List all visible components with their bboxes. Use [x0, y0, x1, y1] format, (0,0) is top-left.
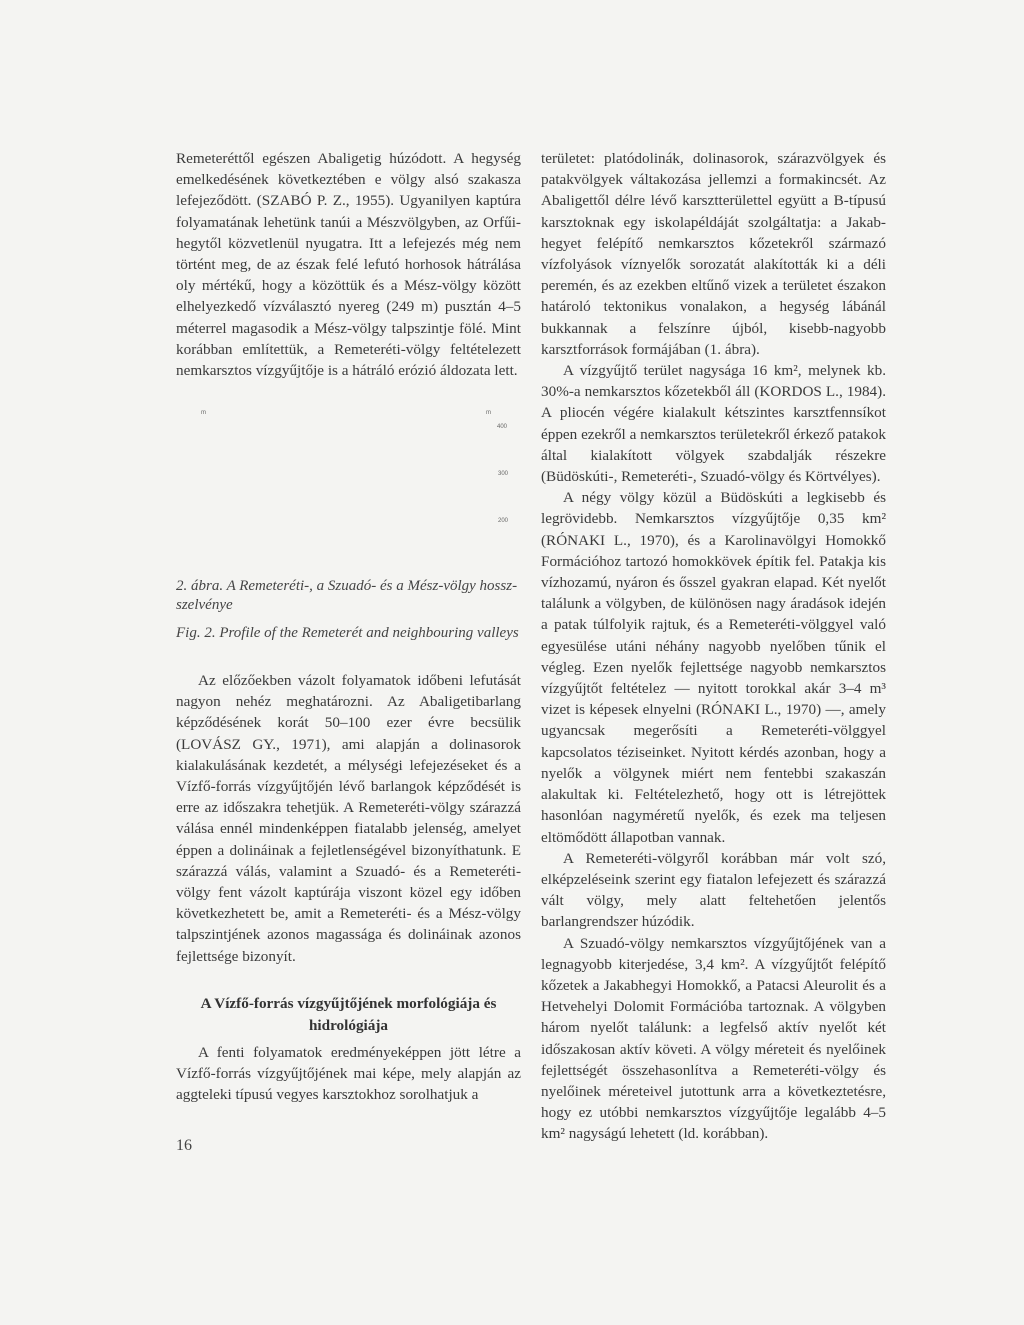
left-column-end — [176, 1042, 521, 1106]
left-column-top — [176, 148, 521, 381]
paragraph-right-2: A vízgyűjtő terület nagysága 16 km², melynek kb. 30%-a nemkarsztos kőzetekből áll (KORDOS L., 1984). A pliocén végére kialakult kétszintes karsztfennsíkot éppen ezekről a nemkarsztos területekről érkező patakok által kialakított völgyek szabdalják részekre (Büdöskúti-, Remeteréti-, Szuadó-völgy és Körtvélyes). — [541, 362, 886, 486]
left-column-bottom — [176, 670, 521, 967]
caption-hungarian: 2. ábra. A Remeteréti-, a Szuadó- és a Mész-völgy hossz-szelvénye — [176, 578, 518, 613]
figure-caption — [176, 577, 521, 643]
paragraph-right-5: A Szuadó-völgy nemkarsztos vízgyűjtőjének van a legnagyobb kiterjedése, 3,4 km². A vízgyűjtőt felépítő kőzetek a Jakabhegyi Homokkő, a Patacsi Aleurolit és a Hetvehelyi Dolomit Formációba tartoznak. A völgyben három nyelőt találunk: a legfelső aktív nyelőt két időszakosan aktív követi. A völgy méreteit és nyelőinek fejlettségét összehasonlítva a Remeteréti-völgy és nyelőinek méreteivel jutottunk arra a következtetésre, hogy ez utóbbi nemkarsztos vízgyűjtője legalább 4–5 km² nagyságú lehetett (ld. korábban). — [541, 934, 886, 1143]
figure-tick-200: 200 — [498, 518, 509, 524]
figure-axis-unit-right: m — [486, 410, 491, 416]
paragraph-left-2: Az előzőekben vázolt folyamatok időbeni lefutását nagyon nehéz meghatározni. Az Abaligetibarlang képződésének korát 50–100 ezer évre becsülik (LOVÁSZ GY., 1971), ami alapján a dolinasorok kialakulásának kezdetét, a mélységi lefejezéseket és a Vízfő-forrás vízgyűjtőjén lévő barlangok képződését is erre az időszakra tehetjük. A Remeteréti-völgy szárazzá válása ennél mindenképpen fiatalabb jelenség, amelyet éppen a dolináinak a fejletlenségével bizonyíthatunk. E szárazzá válás, valamint a Szuadó- és a Remeteréti-völgy fent vázolt kaptúrája viszont közel egy időben következhetett be, amit a Remeteréti- és a Mész-völgy talpszintjének azonos magassága és dolináinak azonos fejlettsége bizonyít. — [176, 672, 521, 965]
paragraph-left-3: A fenti folyamatok eredményeképpen jött létre a Vízfő-forrás vízgyűjtőjének mai képe, mely alapján az aggteleki típusú vegyes karsztokhoz sorolhatjuk a — [176, 1044, 521, 1104]
figure-2-profile — [176, 400, 521, 570]
figure-tick-400: 400 — [497, 424, 508, 430]
caption-english: Fig. 2. Profile of the Remeterét and neighbouring valleys — [176, 625, 519, 641]
paragraph-right-3: A négy völgy közül a Büdöskúti a legkisebb és legrövidebb. Nemkarsztos vízgyűjtője 0,35 km² (RÓNAKI L., 1970), és a Karolinavölgyi Homokkő Formációhoz tartozó homokkövek építik fel. Patakja kis vízhozamú, nyáron és ősszel gyakran elapad. Két nyelőt találunk a völgyben, de különösen nagy áradások idején a patak túlfolyik rajtuk, és a Remeteréti-völggyel való egyesülése utáni néhány nagyobb nyelőben tűnik el végleg. Ezen nyelők fejlettsége nagyobb nemkarsztos vízgyűjtőt feltételez — nyitott torokkal akár 3–4 m³ vizet is képesek elnyelni (RÓNAKI L., 1970) —, amely ugyancsak megerősíti a Remeteréti-völggyel kapcsolatos téziseinket. Nyitott kérdés azonban, hogy a nyelők a völgynek miért nem fentebbi szakaszán alakultak ki. Feltételezhető, hogy ott is létrejöttek hasonlóan nagyméretű nyelők, és ezek ma teljesen eltömődött állapotban vannak. — [541, 489, 886, 846]
paragraph-left-1: Remeteréttől egészen Abaligetig húzódott. A hegység emelkedésének következtében e völgy alsó szakasza lefejeződött. (SZABÓ P. Z., 1955). Ugyanilyen kaptúra folyamatának lehetünk tanúi a Mészvölgyben, az Orfűi-hegytől közvetlenül nyugatra. Itt a lefejezés még nem történt meg, de az észak felé lefutó horhosok hátrálása oly mértékű, hogy a közöttük és a Mész-völgy között elhelyezkedő vízválasztó nyereg (249 m) pusztán 4–5 méterrel magasodik a Mész-völgy talpszintje fölé. Mint korábban említettük, a Remeteréti-völgy feltételezett nemkarsztos vízgyűjtője is a hátráló erózió áldozata lett. — [176, 150, 521, 380]
section-title: A Vízfő-forrás vízgyűjtőjének morfológiája és hidrológiája — [200, 995, 497, 1034]
page-number: 16 — [176, 1137, 192, 1154]
right-column — [541, 148, 886, 1145]
figure-axis-unit-left: m — [201, 410, 206, 416]
figure-tick-300: 300 — [498, 471, 509, 477]
paragraph-right-4: A Remeteréti-völgyről korábban már volt szó, elképzeléseink szerint egy fiatalon lefejezett és szárazzá vált völgy, mely alatt feltehetően jelentős barlangrendszer húzódik. — [541, 849, 886, 931]
paragraph-right-1: területet: platódolinák, dolinasorok, szárazvölgyek és patakvölgyek váltakozása jellemzi a formakincsét. Az Abaligettől délre lévő karsztterülettel együtt a B-típusú karsztoknak egy iskolapéldáját szolgáltatja: a Jakab-hegyet felépítő nemkarsztos kőzetekről származó vízfolyások víznyelők sorozatát alakították ki a déli peremén, és az ezekben eltűnő vizek a területet északon határoló tektonikus vonalakon, a hegység lábánál bukkannak a felszínre újból, kisebb-nagyobb karsztforrások formájában (1. ábra). — [541, 150, 886, 358]
